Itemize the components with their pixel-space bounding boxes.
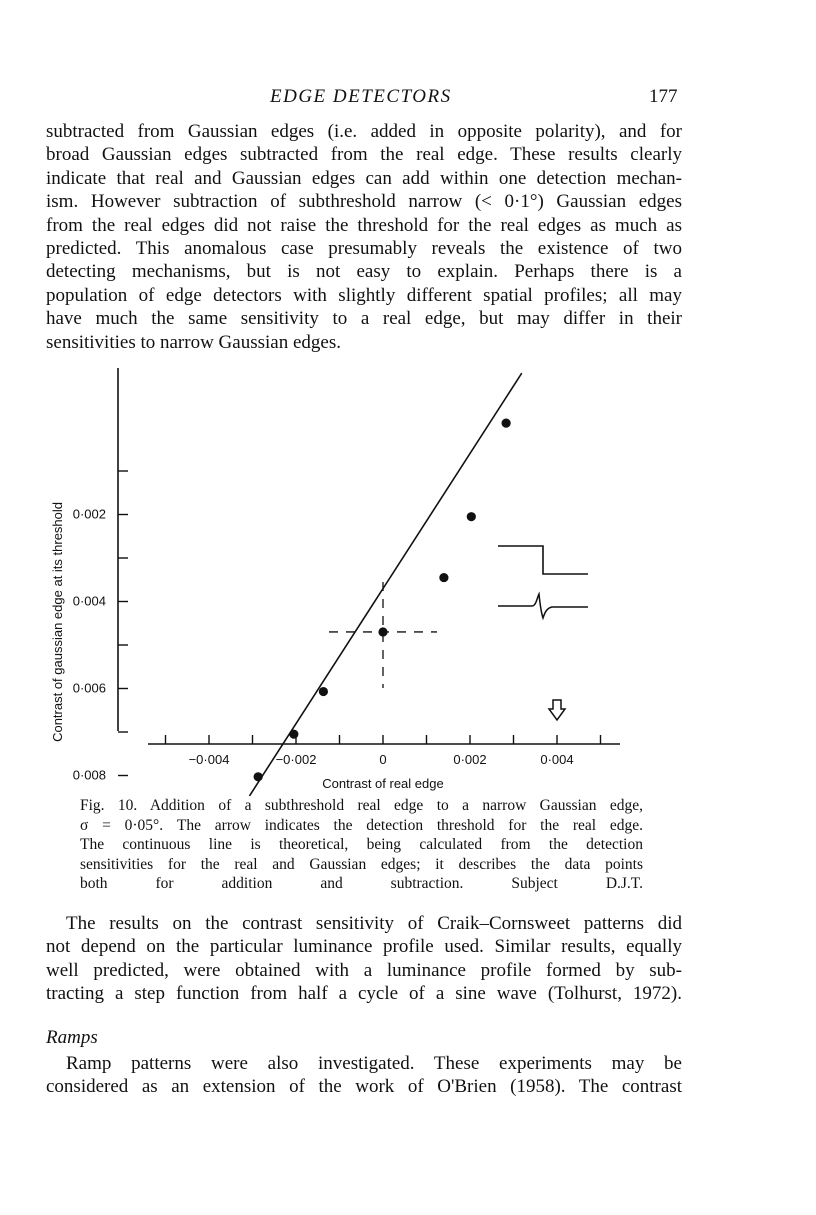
x-axis-title: Contrast of real edge xyxy=(322,776,444,791)
paragraph-2 xyxy=(46,912,682,1006)
y-tick-label: 0·004 xyxy=(72,593,106,609)
caption-line: Fig. 10. Addition of a subthreshold real edge to a narrow Gaussian edge, xyxy=(80,797,643,814)
caption-line: both for addition and subtraction. Subject D.J.T. xyxy=(80,875,643,892)
text-line: The results on the contrast sensitivity of Craik–Cornsweet patterns did xyxy=(66,913,682,934)
text-line: population of edge detectors with slightly different spatial profiles; all may xyxy=(46,284,682,306)
figure-caption xyxy=(80,796,643,894)
y-tick-label: 0·008 xyxy=(72,767,106,783)
text-line: indicate that real and Gaussian edges can add within one detection mechan- xyxy=(46,167,682,189)
text-line: predicted. This anomalous case presumably reveals the existence of two xyxy=(46,238,682,260)
step-edge-profile-icon xyxy=(498,546,588,574)
y-tick-label: 0·002 xyxy=(72,506,106,522)
threshold-arrow-icon xyxy=(549,700,565,720)
running-title: EDGE DETECTORS xyxy=(270,86,452,107)
text-line: Ramp patterns were also investigated. These experiments may be xyxy=(66,1053,682,1074)
page-number: 177 xyxy=(649,86,678,107)
text-line: ism. However subtraction of subthreshold narrow (< 0·1°) Gaussian edges xyxy=(46,191,682,213)
scatter-chart xyxy=(0,360,816,800)
y-axis-title: Contrast of gaussian edge at its threshold xyxy=(50,501,65,742)
running-head xyxy=(0,86,816,112)
data-point xyxy=(467,512,476,521)
y-tick-label: 0·006 xyxy=(72,680,106,696)
x-tick-label: −0·004 xyxy=(188,752,230,767)
text-line: well predicted, were obtained with a luminance profile formed by sub- xyxy=(46,959,682,981)
data-point xyxy=(439,573,448,582)
text-line: have much the same sensitivity to a real edge, but may differ in their xyxy=(46,308,682,330)
text-line: sensitivities to narrow Gaussian edges. xyxy=(46,331,341,353)
text-line: detecting mechanisms, but is not easy to explain. Perhaps there is a xyxy=(46,261,682,283)
x-tick-label: −0·002 xyxy=(275,752,317,767)
data-point xyxy=(289,730,298,739)
text-line: tracting a step function from half a cycle of a sine wave (Tolhurst, 1972). xyxy=(46,983,682,1005)
caption-line: sensitivities for the real and Gaussian edges; it describes the data points xyxy=(80,855,643,873)
paragraph-1 xyxy=(46,120,682,354)
reference-point xyxy=(378,627,387,636)
data-point xyxy=(319,687,328,696)
gaussian-edge-profile-icon xyxy=(498,594,588,618)
data-point xyxy=(502,419,511,428)
figure-10 xyxy=(0,360,816,800)
x-tick-label: 0 xyxy=(379,752,387,767)
text-line: not depend on the particular luminance profile used. Similar results, equally xyxy=(46,936,682,958)
text-line: broad Gaussian edges subtracted from the real edge. These results clearly xyxy=(46,144,682,166)
section-heading: Ramps xyxy=(46,1027,98,1048)
caption-line: The continuous line is theoretical, being calculated from the detection xyxy=(80,836,643,853)
x-tick-label: 0·002 xyxy=(453,752,487,767)
text-line: considered as an extension of the work of O'Brien (1958). The contrast xyxy=(46,1076,682,1098)
text-line: from the real edges did not raise the threshold for the real edges as much as xyxy=(46,214,682,236)
paragraph-3 xyxy=(46,1052,682,1099)
data-point xyxy=(254,772,263,781)
text-line: subtracted from Gaussian edges (i.e. added in opposite polarity), and for xyxy=(46,121,682,142)
caption-line: σ = 0·05°. The arrow indicates the detection threshold for the real edge. xyxy=(80,816,643,834)
x-tick-label: 0·004 xyxy=(540,752,574,767)
